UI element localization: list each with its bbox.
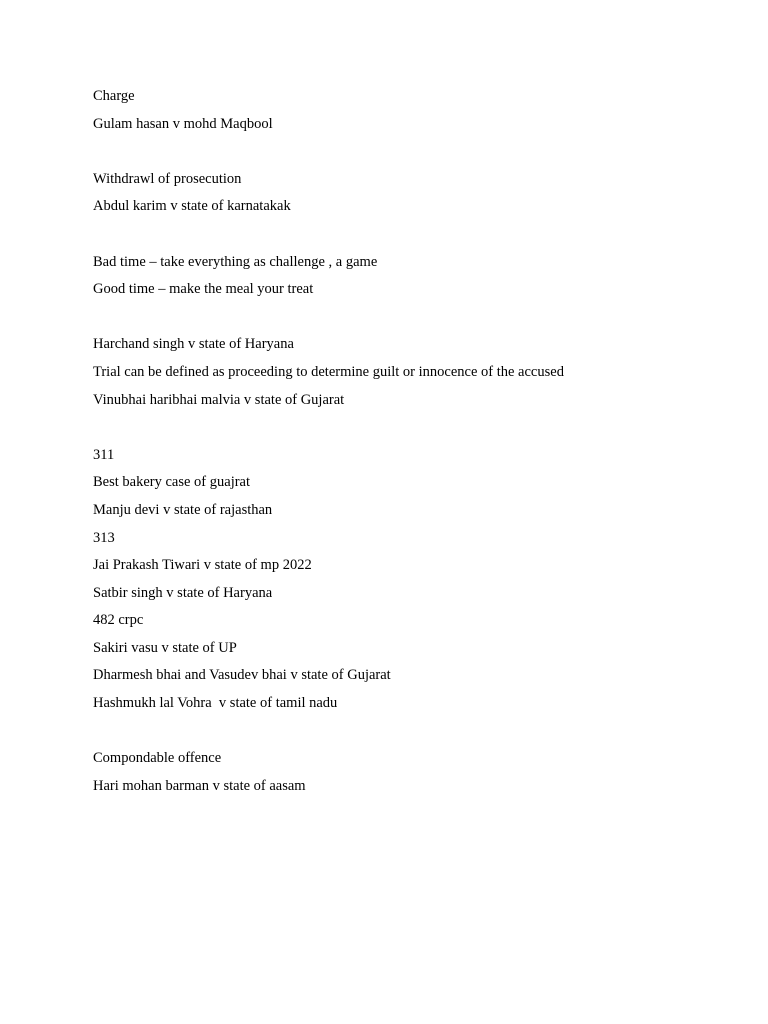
text-line: Trial can be defined as proceeding to determine guilt or innocence of the accused <box>93 363 564 380</box>
blank-line <box>93 307 713 335</box>
text-line: Jai Prakash Tiwari v state of mp 2022 <box>93 557 312 574</box>
text-line: Vinubhai haribhai malvia v state of Gujarat <box>93 391 345 408</box>
text-line: Compondable offence <box>93 750 222 767</box>
text-line: 311 <box>93 446 115 463</box>
blank-line <box>93 141 713 169</box>
text-line: Charge <box>93 88 135 104</box>
text-line: Abdul karim v state of karnatakak <box>93 198 291 215</box>
text-line: Sakiri vasu v state of UP <box>93 639 237 656</box>
document-body <box>93 86 713 803</box>
text-line: Satbir singh v state of Haryana <box>93 584 273 601</box>
text-line: 482 crpc <box>93 612 144 629</box>
text-line: 313 <box>93 529 115 546</box>
text-line: Hashmukh lal Vohra v state of tamil nadu <box>93 695 338 712</box>
text-line: Gulam hasan v mohd Maqbool <box>93 115 273 132</box>
text-line: Harchand singh v state of Haryana <box>93 336 294 353</box>
blank-line <box>93 224 713 252</box>
text-line: Hari mohan barman v state of aasam <box>93 777 306 794</box>
text-line: Best bakery case of guajrat <box>93 474 251 491</box>
blank-line <box>93 721 713 749</box>
text-line: Bad time – take everything as challenge , a game <box>93 253 378 270</box>
blank-line <box>93 417 713 445</box>
text-line: Dharmesh bhai and Vasudev bhai v state of Gujarat <box>93 667 391 684</box>
text-line: Manju devi v state of rajasthan <box>93 501 273 518</box>
text-line: Good time – make the meal your treat <box>93 281 314 298</box>
text-line: Withdrawl of prosecution <box>93 170 242 187</box>
